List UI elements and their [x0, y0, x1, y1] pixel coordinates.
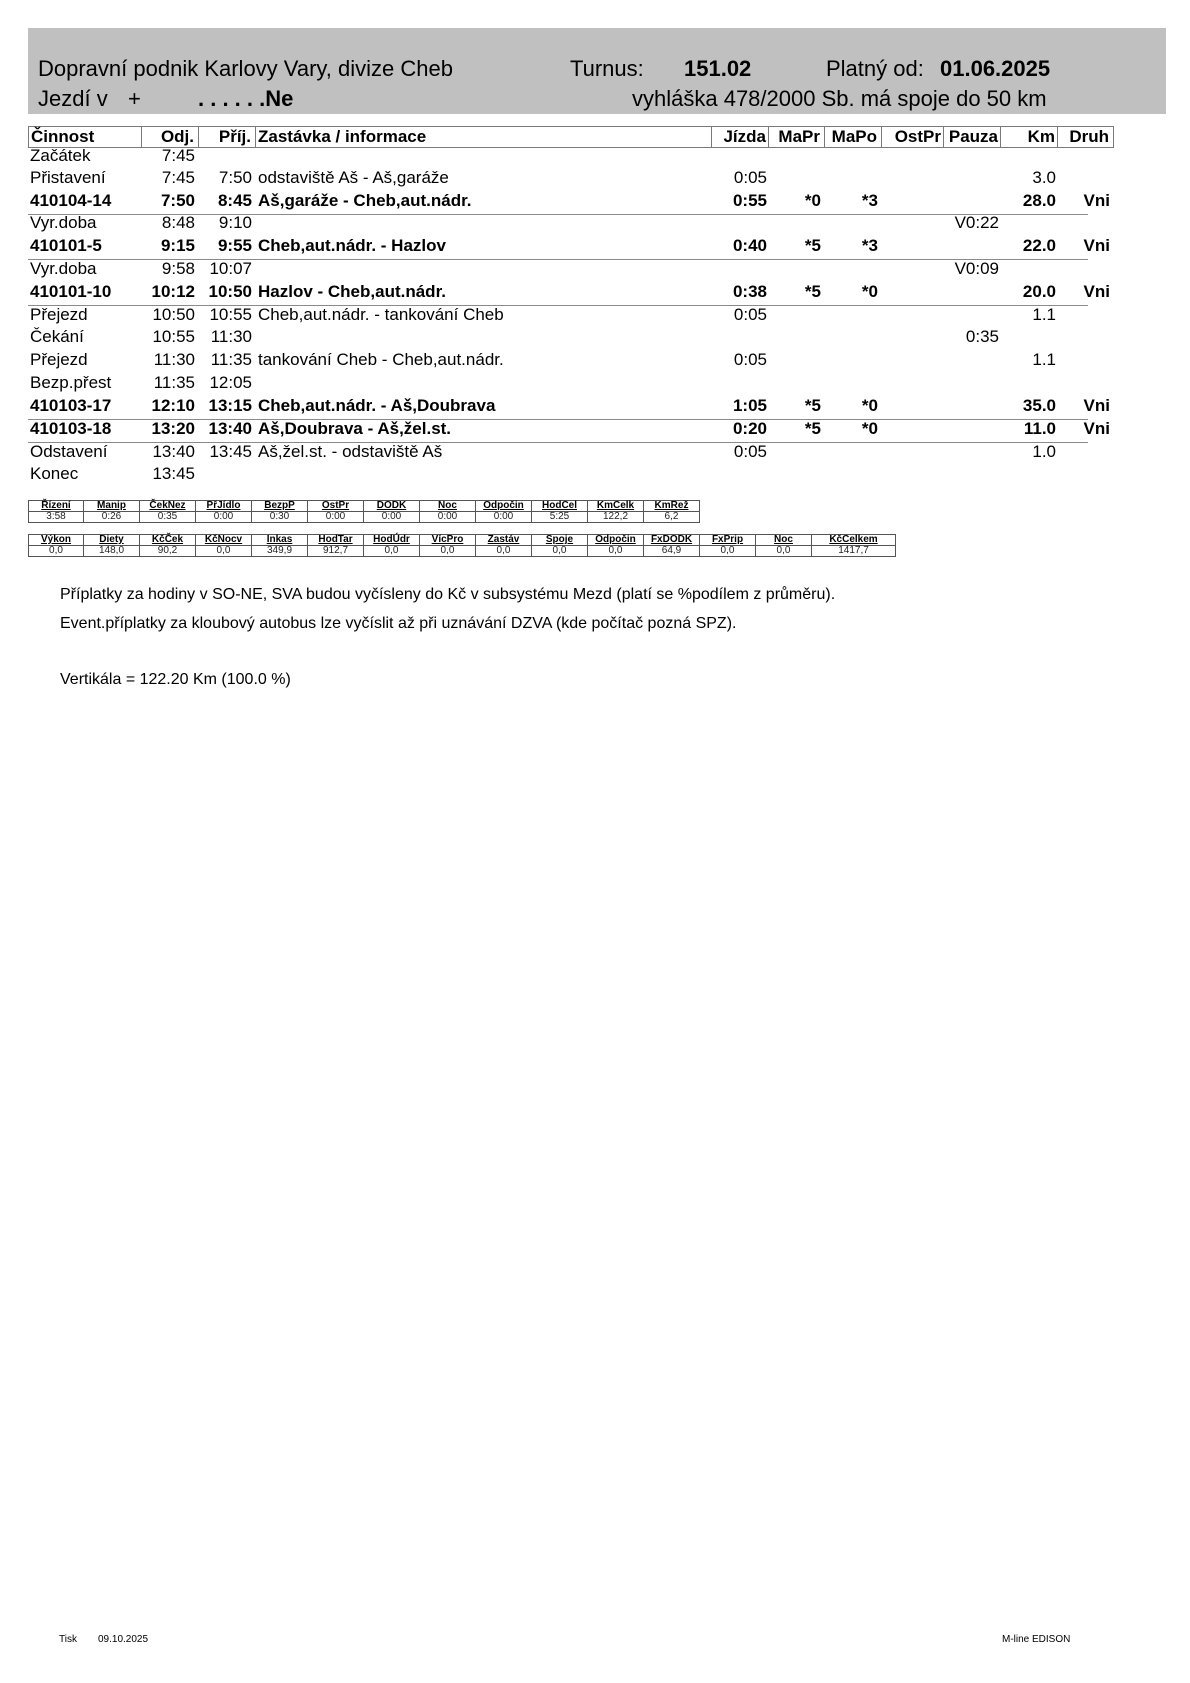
- summary-value: 122,2: [588, 512, 644, 523]
- cell-mapr: *0: [804, 191, 821, 210]
- cell-prij: 8:45: [217, 191, 252, 210]
- summary-value: 0,0: [588, 546, 644, 557]
- note-articulated: Event.příplatky za kloubový autobus lze vyčíslit až při uznávání DZVA (kde počítač pozná SPZ).: [60, 615, 737, 632]
- cell-cinnost: Přistavení: [30, 168, 106, 187]
- summary-header: FxDODK: [644, 535, 700, 546]
- turnus-label: Turnus:: [570, 56, 644, 81]
- summary-value: 0:00: [308, 512, 364, 523]
- valid-from-label: Platný od:: [826, 56, 924, 81]
- summary-header: Noc: [420, 501, 476, 512]
- software-name: M-line EDISON: [1002, 1634, 1071, 1645]
- summary-value: 0,0: [196, 546, 252, 557]
- summary-value: 3:58: [29, 512, 84, 523]
- table-row: [28, 350, 1088, 373]
- cell-odj: 7:45: [161, 146, 195, 165]
- cell-cinnost: 410103-18: [30, 419, 112, 438]
- summary-header: VícPro: [420, 535, 476, 546]
- summary-header: Spoje: [532, 535, 588, 546]
- summary-value: 0:00: [420, 512, 476, 523]
- table-row: [28, 373, 1088, 396]
- summary-value: 0,0: [532, 546, 588, 557]
- cell-info: Cheb,aut.nádr. - Hazlov: [258, 236, 446, 255]
- summary-value: 0,0: [420, 546, 476, 557]
- cell-prij: 10:07: [209, 259, 252, 278]
- table-row: [28, 396, 1110, 420]
- cell-prij: 13:45: [209, 442, 252, 461]
- cell-pauza: 0:35: [965, 327, 999, 346]
- summary-value: 0:30: [252, 512, 308, 523]
- table-row: [28, 419, 1110, 443]
- vertikala: Vertikála = 122.20 Km (100.0 %): [60, 671, 291, 688]
- cell-mapr: *5: [804, 236, 821, 255]
- col-mapo: MaPo: [825, 126, 882, 148]
- cell-cinnost: Přejezd: [30, 350, 88, 369]
- summary-header: KčNocv: [196, 535, 252, 546]
- cell-odj: 13:40: [152, 442, 195, 461]
- cell-druh: Vni: [1083, 419, 1110, 438]
- col-druh: Druh: [1058, 126, 1114, 148]
- cell-prij: 9:10: [218, 213, 252, 232]
- summary-value: 0,0: [364, 546, 420, 557]
- company-name: Dopravní podnik Karlovy Vary, divize Cheb: [38, 56, 453, 81]
- summary-value: 64,9: [644, 546, 700, 557]
- cell-prij: 12:05: [209, 373, 252, 392]
- col-pauza: Pauza: [944, 126, 1001, 148]
- summary-header: ČekNez: [140, 501, 196, 512]
- cell-druh: Vni: [1083, 282, 1110, 301]
- cell-mapr: *5: [804, 419, 821, 438]
- cell-km: 35.0: [1022, 396, 1056, 415]
- table-row: [28, 327, 1088, 350]
- cell-cinnost: 410104-14: [30, 191, 112, 210]
- summary-header: KčČek: [140, 535, 196, 546]
- table-row: [28, 282, 1110, 306]
- cell-cinnost: Odstavení: [30, 442, 108, 461]
- summary-value: 0,0: [29, 546, 84, 557]
- cell-cinnost: Čekání: [30, 327, 84, 346]
- cell-cinnost: 410101-10: [30, 282, 112, 301]
- cell-odj: 13:20: [151, 419, 195, 438]
- cell-odj: 8:48: [161, 213, 195, 232]
- col-jizda: Jízda: [712, 126, 769, 148]
- cell-mapr: *5: [804, 396, 821, 415]
- cell-odj: 12:10: [151, 396, 195, 415]
- summary-header: HodCel: [532, 501, 588, 512]
- cell-mapo: *0: [861, 396, 878, 415]
- cell-prij: 9:55: [217, 236, 252, 255]
- cell-odj: 11:30: [153, 350, 195, 369]
- col-cinnost: Činnost: [28, 126, 142, 148]
- summary-header: BezpP: [252, 501, 308, 512]
- cell-jizda: 0:05: [733, 442, 767, 461]
- cell-jizda: 0:05: [733, 168, 767, 187]
- print-date: 09.10.2025: [98, 1634, 149, 1645]
- summary-header: Odpočin: [476, 501, 532, 512]
- cell-cinnost: Začátek: [30, 146, 91, 165]
- cell-mapo: *3: [861, 236, 878, 255]
- cell-info: Cheb,aut.nádr. - tankování Cheb: [258, 305, 504, 324]
- summary-value: 0:26: [84, 512, 140, 523]
- summary-header: Výkon: [29, 535, 84, 546]
- cell-jizda: 0:05: [733, 350, 767, 369]
- table-row: [28, 191, 1110, 215]
- cell-info: Hazlov - Cheb,aut.nádr.: [258, 282, 446, 301]
- cell-odj: 7:45: [161, 168, 195, 187]
- cell-km: 1.1: [1032, 350, 1056, 369]
- cell-cinnost: Bezp.přest: [30, 373, 112, 392]
- summary-value: 0:00: [364, 512, 420, 523]
- cell-cinnost: Vyr.doba: [30, 213, 97, 232]
- col-mapr: MaPr: [769, 126, 825, 148]
- summary-header: Řízení: [29, 501, 84, 512]
- cell-mapo: *0: [861, 419, 878, 438]
- summary-header: FxPrip: [700, 535, 756, 546]
- summary-header: Zastáv: [476, 535, 532, 546]
- summary-header: DODK: [364, 501, 420, 512]
- cell-info: tankování Cheb - Cheb,aut.nádr.: [258, 350, 504, 369]
- summary-value: 912,7: [308, 546, 364, 557]
- summary-table-2: [28, 534, 896, 557]
- cell-druh: Vni: [1083, 236, 1110, 255]
- cell-cinnost: 410103-17: [30, 396, 112, 415]
- summary-value: 0:00: [196, 512, 252, 523]
- table-row: [28, 146, 1088, 169]
- cell-jizda: 0:40: [732, 236, 767, 255]
- cell-odj: 7:50: [160, 191, 195, 210]
- summary-value: 349,9: [252, 546, 308, 557]
- summary-value: 0:00: [476, 512, 532, 523]
- valid-from-value: 01.06.2025: [940, 56, 1051, 81]
- col-ostpr: OstPr: [882, 126, 944, 148]
- summary-header: Noc: [756, 535, 812, 546]
- summary-table-1: [28, 500, 700, 523]
- summary-value: 6,2: [644, 512, 700, 523]
- cell-jizda: 1:05: [732, 396, 767, 415]
- cell-odj: 13:45: [152, 464, 195, 483]
- cell-km: 1.0: [1032, 442, 1056, 461]
- summary-header: Diety: [84, 535, 140, 546]
- summary-value: 1417,7: [812, 546, 896, 557]
- cell-info: Cheb,aut.nádr. - Aš,Doubrava: [258, 396, 496, 415]
- summary-value: 148,0: [84, 546, 140, 557]
- cell-odj: 10:55: [152, 327, 195, 346]
- cell-km: 22.0: [1022, 236, 1056, 255]
- runs-label: Jezdí v: [38, 86, 108, 111]
- regulation-note: vyhláška 478/2000 Sb. má spoje do 50 km: [632, 86, 1047, 111]
- cell-jizda: 0:55: [732, 191, 767, 210]
- cell-km: 28.0: [1022, 191, 1056, 210]
- cell-prij: 10:50: [208, 282, 252, 301]
- summary-header: KmRež: [644, 501, 700, 512]
- col-odj: Odj.: [142, 126, 199, 148]
- cell-cinnost: Konec: [30, 464, 79, 483]
- table-row: [28, 442, 1088, 465]
- cell-prij: 11:30: [210, 327, 252, 346]
- summary-header: HodÚdr: [364, 535, 420, 546]
- cell-mapo: *3: [861, 191, 878, 210]
- cell-odj: 10:12: [151, 282, 195, 301]
- table-row: [28, 168, 1088, 191]
- cell-prij: 7:50: [218, 168, 252, 187]
- summary-header: OstPr: [308, 501, 364, 512]
- cell-prij: 11:35: [210, 350, 252, 369]
- cell-mapr: *5: [804, 282, 821, 301]
- cell-druh: Vni: [1083, 191, 1110, 210]
- cell-info: Aš,garáže - Cheb,aut.nádr.: [258, 191, 472, 210]
- summary-value: 0,0: [476, 546, 532, 557]
- note-surcharges: Příplatky za hodiny v SO-NE, SVA budou vyčísleny do Kč v subsystému Mezd (platí se %podílem z průměru).: [60, 586, 836, 603]
- cell-odj: 11:35: [153, 373, 195, 392]
- cell-pauza: V0:22: [954, 213, 999, 232]
- print-label: Tisk: [59, 1634, 77, 1645]
- summary-header: Inkas: [252, 535, 308, 546]
- turnus-value: 151.02: [684, 56, 752, 81]
- summary-value: 90,2: [140, 546, 196, 557]
- cell-odj: 9:15: [160, 236, 195, 255]
- summary-value: 5:25: [532, 512, 588, 523]
- cell-info: odstaviště Aš - Aš,garáže: [258, 168, 449, 187]
- summary-value: 0,0: [700, 546, 756, 557]
- cell-prij: 10:55: [209, 305, 252, 324]
- cell-pauza: V0:09: [954, 259, 999, 278]
- table-row: [28, 236, 1110, 260]
- cell-km: 3.0: [1032, 168, 1056, 187]
- cell-jizda: 0:38: [732, 282, 767, 301]
- summary-header: Odpočin: [588, 535, 644, 546]
- cell-km: 1.1: [1032, 305, 1056, 324]
- summary-value: 0,0: [756, 546, 812, 557]
- table-row: [28, 305, 1088, 328]
- col-km: Km: [1001, 126, 1058, 148]
- summary-value: 0:35: [140, 512, 196, 523]
- cell-cinnost: Přejezd: [30, 305, 88, 324]
- summary-header: PřJídlo: [196, 501, 252, 512]
- summary-header: Manip: [84, 501, 140, 512]
- table-row: [28, 464, 1088, 487]
- cell-cinnost: Vyr.doba: [30, 259, 97, 278]
- summary-header: KčCelkem: [812, 535, 896, 546]
- cell-info: Aš,Doubrava - Aš,žel.st.: [258, 419, 452, 438]
- cell-prij: 13:40: [208, 419, 252, 438]
- cell-km: 20.0: [1022, 282, 1056, 301]
- col-prij: Příj.: [199, 126, 256, 148]
- cell-jizda: 0:05: [733, 305, 767, 324]
- summary-header: HodTar: [308, 535, 364, 546]
- cell-mapo: *0: [861, 282, 878, 301]
- runs-plus: +: [128, 86, 141, 111]
- table-row: [28, 213, 1088, 236]
- summary-header: KmCelk: [588, 501, 644, 512]
- col-info: Zastávka / informace: [256, 126, 712, 148]
- cell-odj: 10:50: [152, 305, 195, 324]
- cell-druh: Vni: [1083, 396, 1110, 415]
- cell-km: 11.0: [1023, 419, 1056, 438]
- cell-cinnost: 410101-5: [30, 236, 102, 255]
- table-row: [28, 259, 1088, 282]
- cell-prij: 13:15: [208, 396, 252, 415]
- runs-days: . . . . . .Ne: [198, 86, 294, 111]
- cell-odj: 9:58: [161, 259, 195, 278]
- cell-info: Aš,žel.st. - odstaviště Aš: [258, 442, 443, 461]
- cell-jizda: 0:20: [732, 419, 767, 438]
